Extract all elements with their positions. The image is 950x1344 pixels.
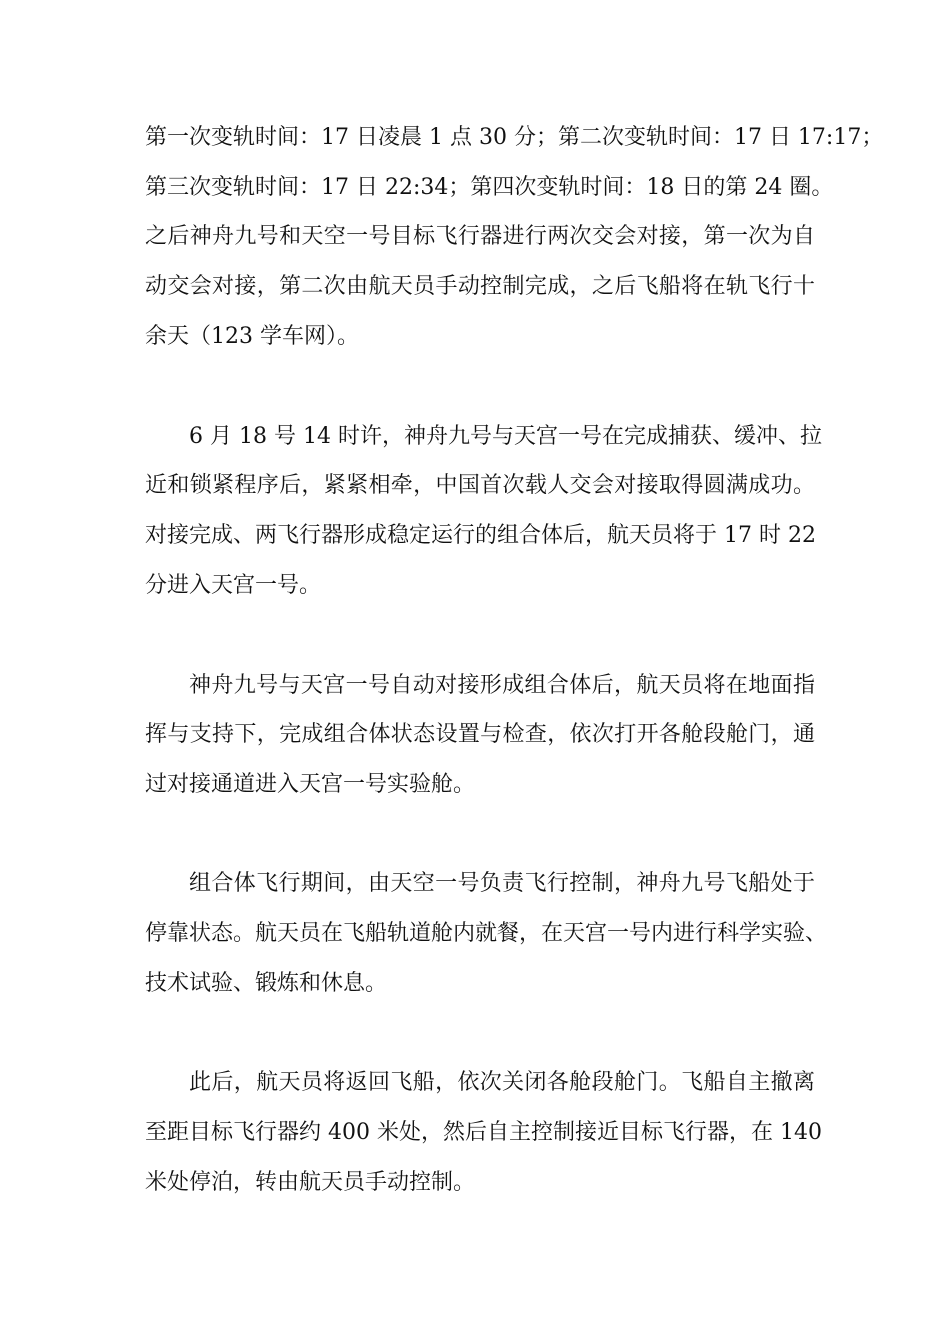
paragraph-5-line-2: 至距目标飞行器约 400 米处，然后自主控制接近目标飞行器，在 140 [145, 1120, 822, 1145]
paragraph-3-line-1: 神舟九号与天宫一号自动对接形成组合体后，航天员将在地面指 [189, 673, 815, 698]
paragraph-1-line-4: 动交会对接，第二次由航天员手动控制完成，之后飞船将在轨飞行十 [145, 274, 815, 299]
paragraph-2-line-1: 6 月 18 号 14 时许，神舟九号与天宫一号在完成捕获、缓冲、拉 [189, 424, 822, 449]
paragraph-5-line-3: 米处停泊，转由航天员手动控制。 [145, 1170, 476, 1195]
paragraph-2-line-4: 分进入天宫一号。 [145, 573, 322, 598]
paragraph-4-line-3: 技术试验、锻炼和休息。 [145, 971, 388, 996]
paragraph-5-line-1: 此后，航天员将返回飞船，依次关闭各舱段舱门。飞船自主撤离 [189, 1070, 815, 1095]
paragraph-1-line-3: 之后神舟九号和天空一号目标飞行器进行两次交会对接，第一次为自 [145, 224, 815, 249]
paragraph-1-line-1: 第一次变轨时间：17 日凌晨 1 点 30 分；第二次变轨时间：17 日 17:17； [145, 125, 884, 150]
paragraph-1-line-2: 第三次变轨时间：17 日 22:34；第四次变轨时间：18 日的第 24 圈。 [145, 175, 834, 200]
paragraph-3-line-3: 过对接通道进入天宫一号实验舱。 [145, 772, 476, 797]
paragraph-3-line-2: 挥与支持下，完成组合体状态设置与检查，依次打开各舱段舱门，通 [145, 722, 815, 747]
paragraph-4-line-1: 组合体飞行期间，由天空一号负责飞行控制，神舟九号飞船处于 [189, 871, 815, 896]
paragraph-4-line-2: 停靠状态。航天员在飞船轨道舱内就餐，在天宫一号内进行科学实验、 [145, 921, 828, 946]
paragraph-1-line-5: 余天（123 学车网）。 [145, 324, 359, 349]
paragraph-2-line-2: 近和锁紧程序后，紧紧相牵，中国首次载人交会对接取得圆满成功。 [145, 473, 815, 498]
paragraph-2-line-3: 对接完成、两飞行器形成稳定运行的组合体后，航天员将于 17 时 22 [145, 523, 816, 548]
